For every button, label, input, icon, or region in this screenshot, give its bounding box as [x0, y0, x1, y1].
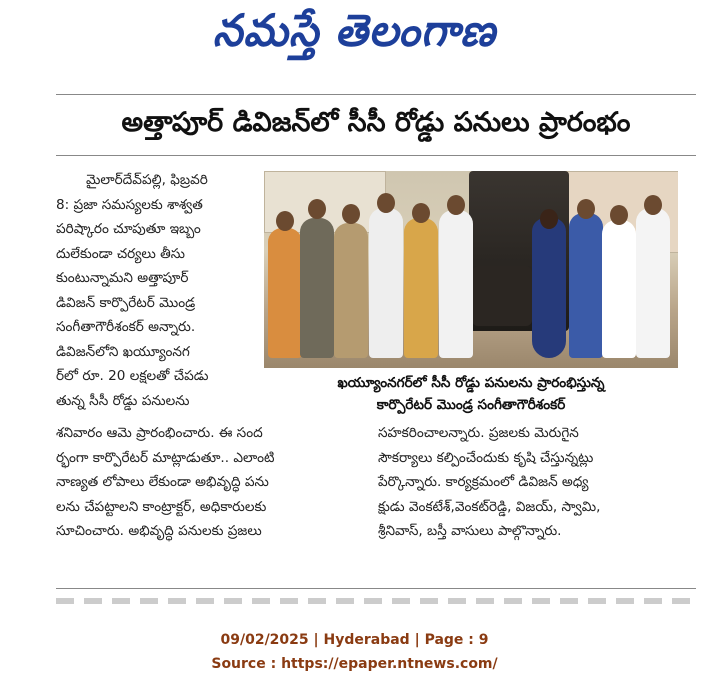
text-line: 8: ప్రజా సమస్యలకు శాశ్వత: [56, 196, 203, 213]
text-line: సౌకర్యాలు కల్పించేందుకు కృషి చేస్తున్నట్లు: [378, 449, 594, 466]
text-line: సూచించారు. అభివృద్ధి పనులకు ప్రజలు: [56, 523, 262, 539]
text-line: క్షుడు వెంకటేశ్,వెంకట్‌రెడ్డి, విజయ్, స్వామి,: [378, 498, 601, 515]
photo-caption-line: కార్పొరేటర్ మొండ్ర సంగీతాగౌరీశంకర్: [376, 397, 566, 413]
text-line: శనివారం ఆమె ప్రారంభించారు. ఈ సంద: [56, 425, 263, 441]
clipped-next-article-edge: [56, 596, 696, 606]
text-line: సహకరించాలన్నారు. ప్రజలకు మెరుగైన: [378, 425, 579, 441]
text-line: లను చేపట్టాలని కాంట్రాక్టర్, అధికారులకు: [56, 498, 267, 515]
photo-person-head: [540, 209, 558, 229]
photo-person: [532, 218, 566, 358]
photo-person: [268, 228, 302, 358]
photo-person-head: [577, 199, 595, 219]
text-line: ర్భంగా కార్పొరేటర్ మాట్లాడుతూ.. ఎలాంటి: [56, 449, 275, 466]
photo-person: [404, 218, 438, 358]
photo-person-head: [412, 203, 430, 223]
bottom-divider: [56, 588, 696, 589]
photo-person: [602, 220, 636, 358]
text-line: పేర్కొన్నారు. కార్యక్రమంలో డివిజన్ అధ్య: [378, 474, 589, 490]
text-line: ర్‌లో రూ. 20 లక్షలతో చేపడు: [56, 368, 209, 384]
photo-person: [569, 213, 603, 358]
top-divider: [56, 94, 696, 95]
photo-person-head: [610, 205, 628, 225]
text-line: నాణ్యత లోపాలు లేకుండా అభివృద్ధి పను: [56, 474, 269, 490]
article-column-1: [56, 168, 254, 413]
text-line: తున్న సీసీ రోడ్డు పనులను: [56, 392, 190, 409]
text-line: శ్రీనివాస్, బస్తీ వాసులు పాల్గొన్నారు.: [378, 523, 562, 539]
photo-caption: [264, 372, 678, 416]
article-headline: అత్తాపూర్ డివిజన్‌లో సీసీ రోడ్డు పనులు ప్రారంభం: [121, 107, 631, 138]
text-line: దులేకుండా చర్యలు తీసు: [56, 245, 185, 262]
newspaper-masthead: [0, 6, 709, 70]
text-line: సంగీతాగౌరీశంకర్ అన్నారు.: [56, 319, 196, 335]
photo-excavator-bucket: [472, 266, 532, 326]
text-line: కుంటున్నామని అత్తాపూర్: [56, 270, 189, 286]
photo-person: [636, 208, 670, 358]
photo-person: [439, 210, 473, 358]
article-photo: [264, 171, 678, 368]
footer-source: Source : https://epaper.ntnews.com/: [211, 656, 498, 672]
headline-divider: [56, 155, 696, 156]
text-line: డివిజన్ కార్పొరేటర్ మొండ్ర: [56, 294, 196, 311]
photo-person-head: [308, 199, 326, 219]
masthead-title: నమస్తే తెలంగాణ: [212, 4, 497, 56]
photo-person-head: [276, 211, 294, 231]
photo-person-head: [342, 204, 360, 224]
photo-person: [300, 218, 334, 358]
photo-caption-line: ఖయ్యూంనగర్‌లో సీసీ రోడ్డు పనులను ప్రారంభిస్తున్న: [337, 375, 605, 391]
text-line: డివిజన్‌లోని ఖయ్యూంనగ: [56, 343, 190, 360]
photo-person-head: [377, 193, 395, 213]
photo-person-head: [447, 195, 465, 215]
photo-person-head: [644, 195, 662, 215]
text-line: పరిష్కారం చూపుతూ ఇబ్బం: [56, 221, 201, 237]
text-line: మైలార్‌దేవ్‌పల్లి, ఫిబ్రవరి: [86, 172, 208, 188]
photo-person: [334, 223, 368, 358]
article-column-2: [56, 421, 362, 544]
article-column-3: [378, 421, 678, 544]
photo-person: [369, 208, 403, 358]
footer-dateline: 09/02/2025 | Hyderabad | Page : 9: [220, 632, 489, 648]
